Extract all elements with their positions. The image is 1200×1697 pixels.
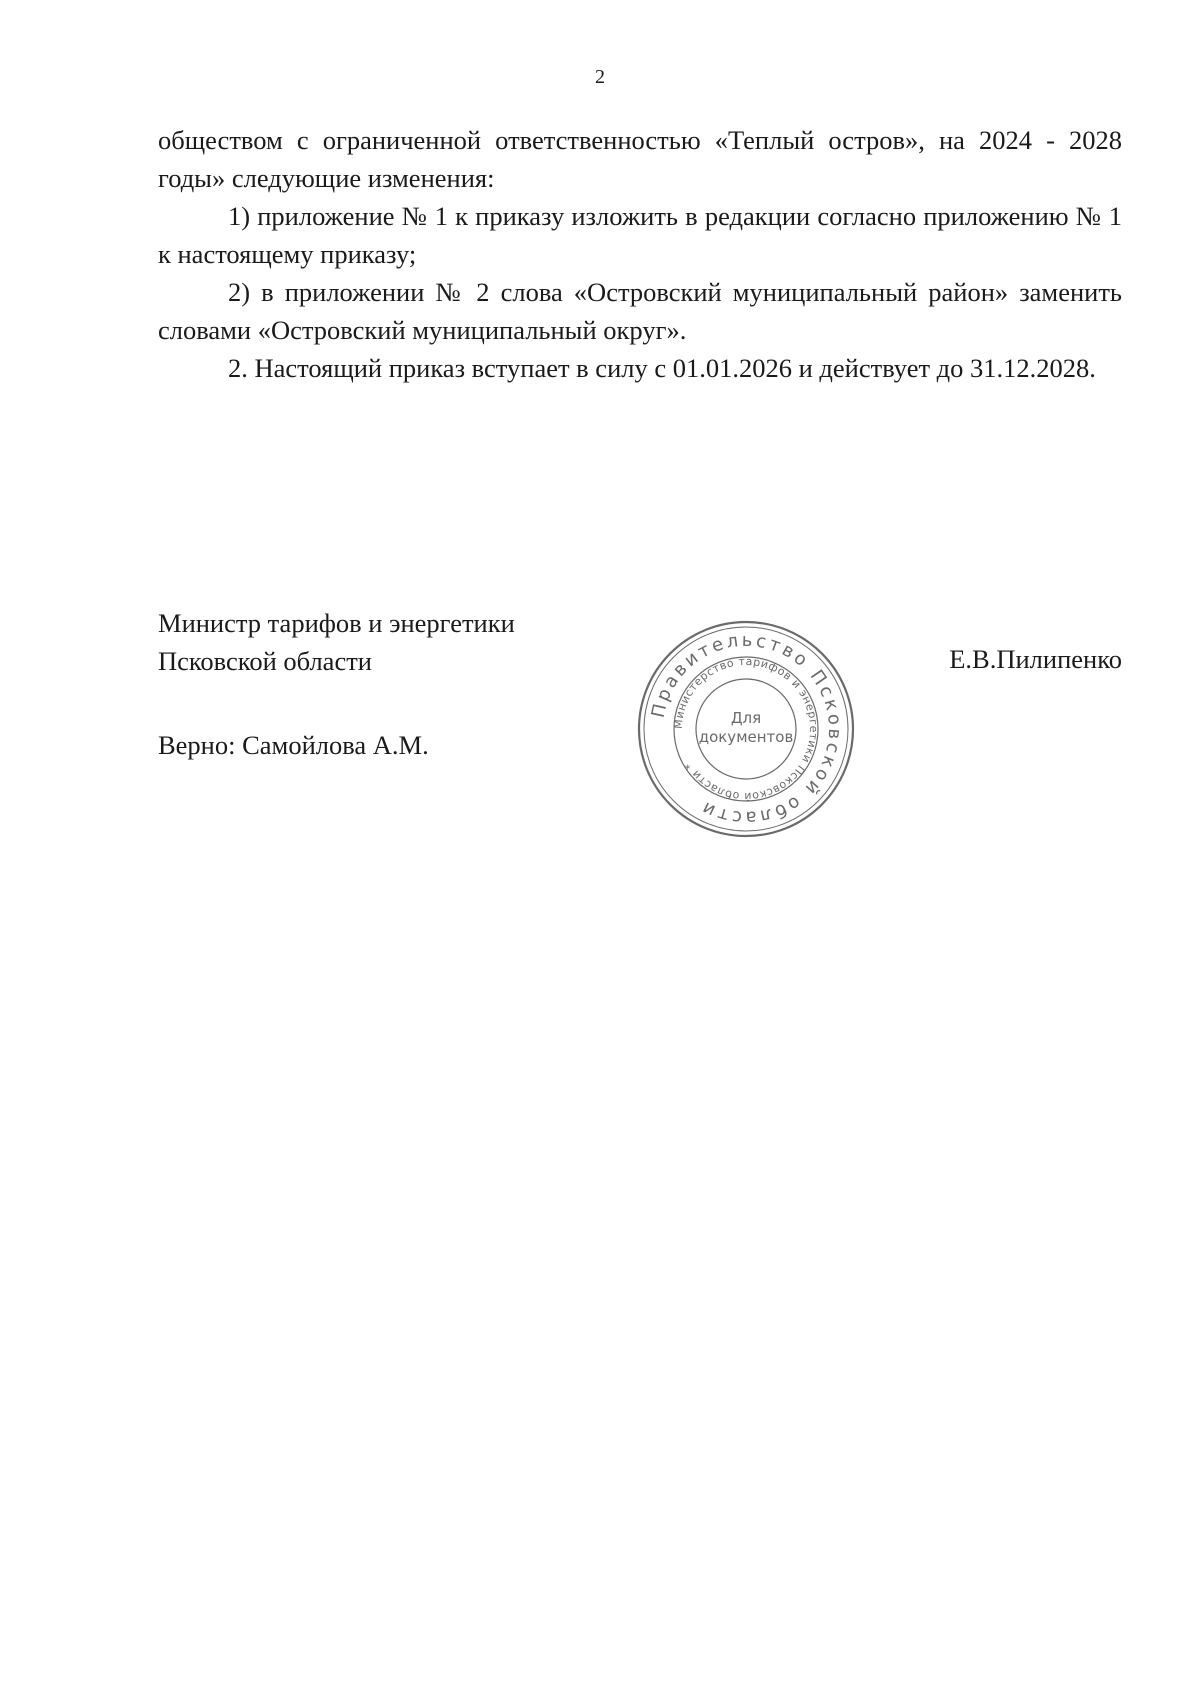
seal-svg — [635, 618, 857, 840]
official-seal-stamp — [635, 618, 857, 840]
paragraph-item-2: 2) в приложении № 2 слова «Островский муниципальный район» заменить словами «Островский муниципальный округ». — [158, 277, 1122, 345]
signer-position — [158, 604, 515, 680]
page-number: 2 — [595, 66, 605, 88]
seal-outer-text: Правительство Псковской области — [647, 629, 846, 829]
seal-center-line-1: Для — [730, 709, 762, 727]
signer-name: Е.В.Пилипенко — [949, 644, 1122, 674]
seal-center-line-2: документов — [698, 728, 794, 746]
paragraph-item-1: 1) приложение № 1 к приказу изложить в редакции согласно приложению № 1 к настоящему приказу; — [158, 201, 1122, 269]
verified-by: Верно: Самойлова А.М. — [158, 730, 429, 760]
signer-position-line-1: Министр тарифов и энергетики — [158, 608, 515, 638]
paragraph-continuation: обществом с ограниченной ответственностью «Теплый остров», на 2024 - 2028 годы» следующие изменения: — [158, 125, 1122, 193]
signer-position-line-2: Псковской области — [158, 646, 372, 676]
seal-inner-text: Министерство тарифов и энергетики Псковской области * — [671, 654, 821, 804]
paragraph-effective-date: 2. Настоящий приказ вступает в силу с 01.01.2026 и действует до 31.12.2028. — [228, 353, 1096, 383]
document-body — [158, 121, 1122, 387]
